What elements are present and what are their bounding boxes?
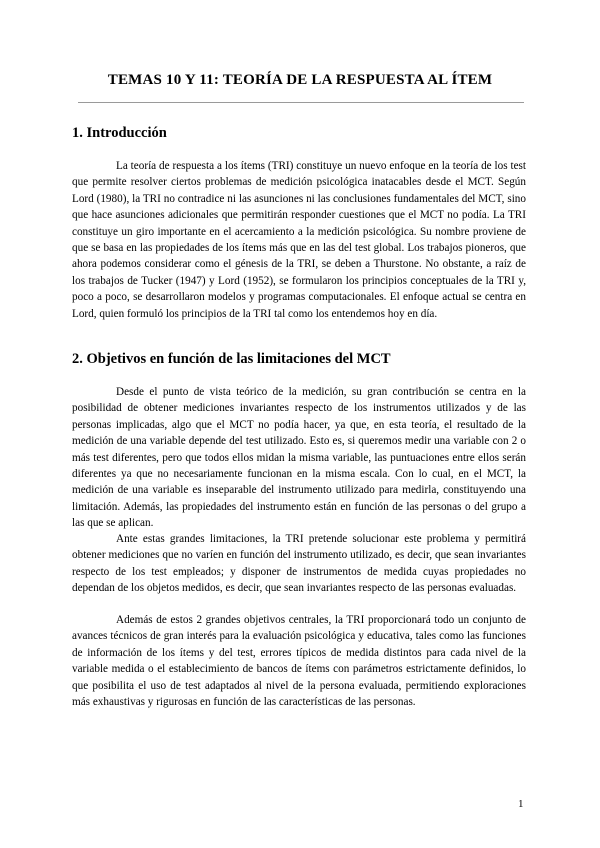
paragraph-objetivos-2: Ante estas grandes limitaciones, la TRI pretende solucionar este problema y permitirá obtener mediciones que no varíen en función del instrumento utilizado, es decir, que sean invariantes respecto de los test empleados; y disponer de instrumentos de medida cuyas propiedades no dependan de los objetos medidos, es decir, que sean invariantes respecto de las personas evaluadas. [72,533,526,595]
title-divider [78,102,524,103]
paragraph-objetivos-1: Desde el punto de vista teórico de la medición, su gran contribución se centra en la posibilidad de obtener mediciones invariantes respecto de los instrumentos utilizados y de las personas implicadas, algo que el MCT no podía hacer, ya que, en esta teoría, el resultado de la medición de una variable depende del test utilizado. Esto es, si queremos medir una variable con 2 o más test diferentes, pero que todos ellos midan la misma variable, las puntuaciones entre ellos serán diferentes ya que no necesariamente funcionan en la misma escala. Con lo cual, en el MCT, la medición de una variable es inseparable del instrumento utilizado para medirla, constituyendo una limitación. Además, las propiedades del instrumento están en función de las personas o del grupo a las que se aplican. [72,386,526,530]
page-number: 1 [518,798,524,810]
section-heading-introduccion: 1. Introducción [72,125,167,141]
paragraph-introduccion: La teoría de respuesta a los ítems (TRI) constituye un nuevo enfoque en la teoría de los test que permite resolver ciertos problemas de medición psicológica inatacables desde el MCT. Según Lord (1980), la TRI no contradice ni las asunciones ni las conclusiones fundamentales del MCT, sino que hace asunciones adicionales que permitirán responder cuestiones que el MCT no podía. La TRI constituye un giro importante en el acercamiento a la medición psicológica. Su nombre proviene de que se basa en las propiedades de los ítems más que en las del test global. Los trabajos pioneros, que ahora podemos considerar como el génesis de la TRI, se deben a Thurstone. No obstante, a raíz de los trabajos de Tucker (1947) y Lord (1952), se formularon los principios conceptuales de la TRI y, poco a poco, se desarrollaron modelos y programas computacionales. El enfoque actual se centra en Lord, quien formuló los principios de la TRI tal como los entendemos hoy en día. [72,160,526,320]
paragraph-objetivos-3: Además de estos 2 grandes objetivos centrales, la TRI proporcionará todo un conjunto de avances técnicos de gran interés para la evaluación psicológica y educativa, tales como las funciones de información de los ítems y del test, errores típicos de medida distintos para cada nivel de la variable medida o el establecimiento de bancos de ítems con parámetros estrictamente definidos, lo que posibilita el uso de test adaptados al nivel de la persona evaluada, permitiendo exploraciones más exhaustivas y rigurosas en función de las características de las personas. [72,614,526,709]
section-heading-objetivos: 2. Objetivos en función de las limitaciones del MCT [72,351,391,367]
page-title: TEMAS 10 Y 11: TEORÍA DE LA RESPUESTA AL ÍTEM [107,72,493,88]
